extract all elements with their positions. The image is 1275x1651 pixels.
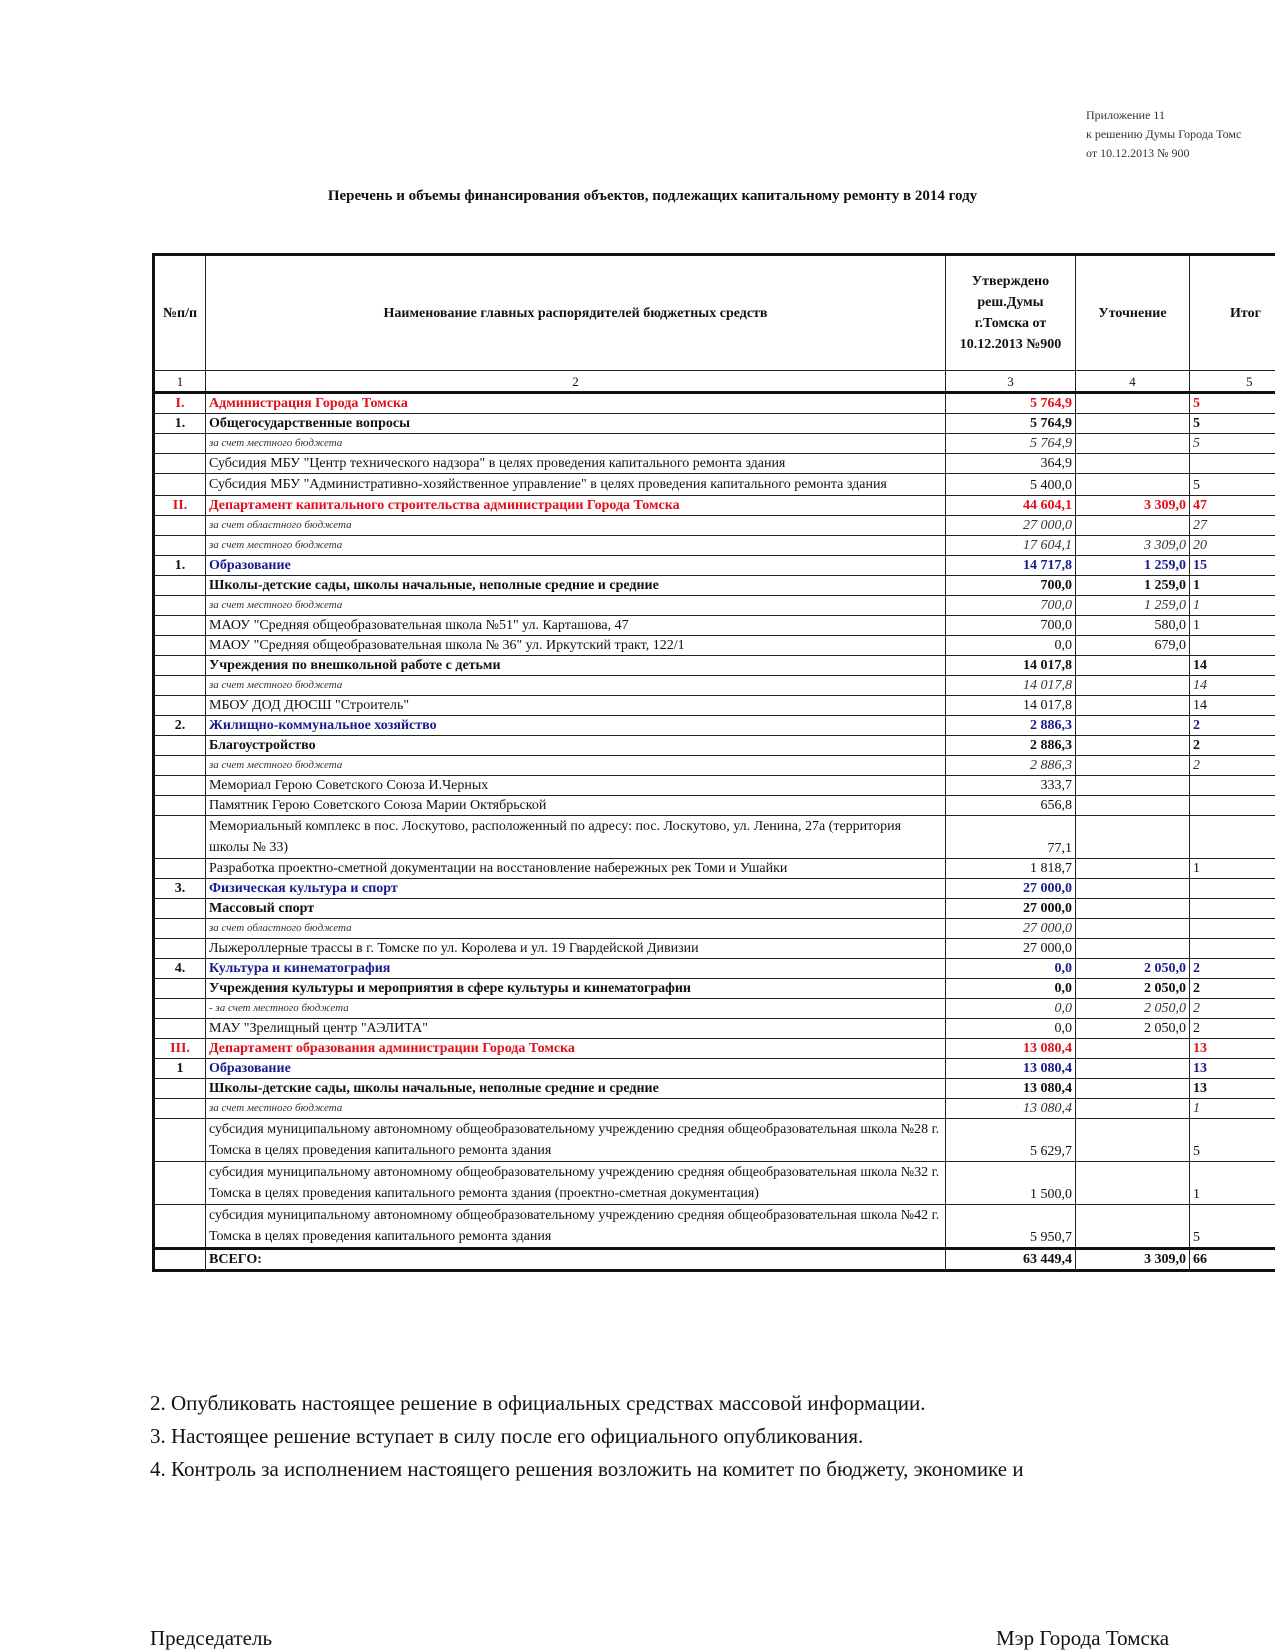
row-number: 1.: [154, 414, 206, 434]
row-number: 2.: [154, 716, 206, 736]
header-num: №п/п: [154, 255, 206, 371]
row-clarification: 2 050,0: [1076, 959, 1190, 979]
table-row: [154, 434, 1275, 454]
row-clarification: [1076, 796, 1190, 816]
column-number: 5: [1190, 371, 1275, 393]
paragraph-3: 3. Настоящее решение вступает в силу после его официального опубликования.: [150, 1424, 863, 1449]
table-row: [154, 756, 1275, 776]
row-total: 2: [1190, 756, 1275, 776]
table-row: [154, 859, 1275, 879]
row-number: [154, 576, 206, 596]
row-clarification: [1076, 1059, 1190, 1079]
table-row: [154, 516, 1275, 536]
row-clarification: [1076, 656, 1190, 676]
row-total: 5: [1190, 1119, 1275, 1162]
total-total: 66: [1190, 1249, 1275, 1271]
table-row: [154, 1039, 1275, 1059]
row-total: 14: [1190, 676, 1275, 696]
row-clarification: [1076, 1205, 1190, 1249]
row-name: Субсидия МБУ "Административно-хозяйственное управление" в целях проведения капитального ремонта здания: [206, 474, 946, 496]
row-number: 4.: [154, 959, 206, 979]
row-approved: 0,0: [946, 999, 1076, 1019]
table-row: [154, 1099, 1275, 1119]
row-approved: 27 000,0: [946, 899, 1076, 919]
row-approved: 13 080,4: [946, 1059, 1076, 1079]
total-row: [154, 1249, 1275, 1271]
row-total: [1190, 816, 1275, 859]
row-number: [154, 776, 206, 796]
row-name: Департамент образования администрации Города Томска: [206, 1039, 946, 1059]
row-clarification: [1076, 434, 1190, 454]
table-row: [154, 474, 1275, 496]
row-approved: 1 818,7: [946, 859, 1076, 879]
row-name: за счет местного бюджета: [206, 756, 946, 776]
row-total: [1190, 899, 1275, 919]
row-total: [1190, 919, 1275, 939]
row-number: [154, 516, 206, 536]
row-name: Мемориал Герою Советского Союза И.Черных: [206, 776, 946, 796]
table-row: [154, 776, 1275, 796]
table-row: [154, 736, 1275, 756]
row-name: МАОУ "Средняя общеобразовательная школа № 36" ул. Иркутский тракт, 122/1: [206, 636, 946, 656]
row-name: Благоустройство: [206, 736, 946, 756]
row-name: Образование: [206, 1059, 946, 1079]
table-body: [154, 393, 1275, 1249]
table-row: [154, 676, 1275, 696]
row-name: Общегосударственные вопросы: [206, 414, 946, 434]
row-total: [1190, 636, 1275, 656]
row-approved: 1 500,0: [946, 1162, 1076, 1205]
row-name: Разработка проектно-сметной документации на восстановление набережных рек Томи и Ушайки: [206, 859, 946, 879]
row-total: 5: [1190, 414, 1275, 434]
row-name: Жилищно-коммунальное хозяйство: [206, 716, 946, 736]
row-name: Школы-детские сады, школы начальные, неполные средние и средние: [206, 1079, 946, 1099]
row-total: 2: [1190, 736, 1275, 756]
total-approved: 63 449,4: [946, 1249, 1076, 1271]
table-row: [154, 656, 1275, 676]
row-total: [1190, 939, 1275, 959]
row-approved: 14 017,8: [946, 676, 1076, 696]
row-clarification: [1076, 1119, 1190, 1162]
row-number: 1.: [154, 556, 206, 576]
table-row: [154, 576, 1275, 596]
column-number: 4: [1076, 371, 1190, 393]
row-clarification: [1076, 1099, 1190, 1119]
table-row: [154, 1119, 1275, 1162]
row-number: [154, 816, 206, 859]
row-approved: 0,0: [946, 959, 1076, 979]
row-clarification: 2 050,0: [1076, 1019, 1190, 1039]
row-number: [154, 454, 206, 474]
row-total: 27: [1190, 516, 1275, 536]
row-approved: 14 017,8: [946, 656, 1076, 676]
row-name: Физическая культура и спорт: [206, 879, 946, 899]
row-clarification: [1076, 736, 1190, 756]
row-clarification: [1076, 756, 1190, 776]
row-clarification: [1076, 716, 1190, 736]
row-number: [154, 756, 206, 776]
row-approved: 27 000,0: [946, 516, 1076, 536]
table-row: [154, 1205, 1275, 1249]
row-approved: 5 764,9: [946, 434, 1076, 454]
table-row: [154, 899, 1275, 919]
row-approved: 27 000,0: [946, 919, 1076, 939]
row-total: 14: [1190, 656, 1275, 676]
row-clarification: 3 309,0: [1076, 536, 1190, 556]
table-row: [154, 496, 1275, 516]
row-number: II.: [154, 496, 206, 516]
row-name: МБОУ ДОД ДЮСШ "Строитель": [206, 696, 946, 716]
row-clarification: 2 050,0: [1076, 999, 1190, 1019]
row-name: за счет местного бюджета: [206, 434, 946, 454]
table-row: [154, 959, 1275, 979]
row-name: за счет местного бюджета: [206, 1099, 946, 1119]
row-clarification: 1 259,0: [1076, 576, 1190, 596]
row-name: Департамент капитального строительства администрации Города Томска: [206, 496, 946, 516]
row-total: 1: [1190, 596, 1275, 616]
table-row: [154, 1079, 1275, 1099]
row-number: 1: [154, 1059, 206, 1079]
row-number: I.: [154, 393, 206, 414]
row-total: 14: [1190, 696, 1275, 716]
row-number: [154, 536, 206, 556]
row-clarification: [1076, 1079, 1190, 1099]
header-name: Наименование главных распорядителей бюджетных средств: [206, 255, 946, 371]
row-name: за счет местного бюджета: [206, 536, 946, 556]
row-clarification: [1076, 696, 1190, 716]
row-clarification: 679,0: [1076, 636, 1190, 656]
row-number: [154, 979, 206, 999]
row-number: [154, 596, 206, 616]
row-number: [154, 616, 206, 636]
row-approved: 656,8: [946, 796, 1076, 816]
column-number: 3: [946, 371, 1076, 393]
row-number: [154, 696, 206, 716]
row-approved: 13 080,4: [946, 1039, 1076, 1059]
row-clarification: [1076, 919, 1190, 939]
row-total: 1: [1190, 1162, 1275, 1205]
total-clarification: 3 309,0: [1076, 1249, 1190, 1271]
row-approved: 13 080,4: [946, 1099, 1076, 1119]
row-total: [1190, 796, 1275, 816]
row-name: Культура и кинематография: [206, 959, 946, 979]
table-row: [154, 556, 1275, 576]
row-name: Образование: [206, 556, 946, 576]
row-approved: 44 604,1: [946, 496, 1076, 516]
column-numbers-row: [154, 371, 1275, 393]
row-clarification: [1076, 676, 1190, 696]
row-name: Массовый спорт: [206, 899, 946, 919]
row-total: 13: [1190, 1059, 1275, 1079]
row-total: 13: [1190, 1079, 1275, 1099]
row-number: 3.: [154, 879, 206, 899]
row-total: 47: [1190, 496, 1275, 516]
paragraph-4: 4. Контроль за исполнением настоящего решения возложить на комитет по бюджету, экономике и: [150, 1457, 1024, 1482]
table-row: [154, 796, 1275, 816]
row-total: 1: [1190, 859, 1275, 879]
row-approved: 77,1: [946, 816, 1076, 859]
table-row: [154, 939, 1275, 959]
row-total: 15: [1190, 556, 1275, 576]
appendix-note: [1086, 106, 1241, 163]
row-total: 5: [1190, 1205, 1275, 1249]
row-total: 2: [1190, 1019, 1275, 1039]
row-approved: 364,9: [946, 454, 1076, 474]
row-number: [154, 919, 206, 939]
row-name: Учреждения культуры и мероприятия в сфере культуры и кинематографии: [206, 979, 946, 999]
row-name: Администрация Города Томска: [206, 393, 946, 414]
row-clarification: [1076, 939, 1190, 959]
header-approved: Утверждено реш.Думы г.Томска от 10.12.2013 №900: [946, 255, 1076, 371]
row-clarification: [1076, 879, 1190, 899]
table-row: [154, 919, 1275, 939]
header-total: Итог: [1190, 255, 1275, 371]
row-approved: 333,7: [946, 776, 1076, 796]
row-total: 1: [1190, 576, 1275, 596]
table-row: [154, 536, 1275, 556]
row-clarification: [1076, 1162, 1190, 1205]
signature-chairman: Председатель: [150, 1626, 272, 1651]
row-total: 2: [1190, 999, 1275, 1019]
row-approved: 27 000,0: [946, 939, 1076, 959]
appendix-line-3: от 10.12.2013 № 900: [1086, 144, 1241, 163]
row-number: [154, 1119, 206, 1162]
row-approved: 0,0: [946, 979, 1076, 999]
row-name: МАОУ "Средняя общеобразовательная школа №51" ул. Карташова, 47: [206, 616, 946, 636]
row-approved: 700,0: [946, 596, 1076, 616]
row-name: Учреждения по внешкольной работе с детьми: [206, 656, 946, 676]
row-total: 2: [1190, 979, 1275, 999]
row-name: субсидия муниципальному автономному общеобразовательному учреждению средняя общеобразовательная школа №42 г. Томска в целях проведения капитального ремонта здания: [206, 1205, 946, 1249]
row-clarification: 2 050,0: [1076, 979, 1190, 999]
row-approved: 5 400,0: [946, 474, 1076, 496]
row-name: за счет областного бюджета: [206, 516, 946, 536]
row-number: [154, 859, 206, 879]
row-clarification: [1076, 474, 1190, 496]
appendix-line-1: Приложение 11: [1086, 106, 1241, 125]
row-number: [154, 899, 206, 919]
row-approved: 14 017,8: [946, 696, 1076, 716]
table-row: [154, 696, 1275, 716]
table-header-row: [154, 255, 1275, 371]
row-approved: 0,0: [946, 636, 1076, 656]
table-row: [154, 596, 1275, 616]
row-name: за счет областного бюджета: [206, 919, 946, 939]
table-row: [154, 454, 1275, 474]
row-name: - за счет местного бюджета: [206, 999, 946, 1019]
row-clarification: 3 309,0: [1076, 496, 1190, 516]
row-clarification: 580,0: [1076, 616, 1190, 636]
financing-table: [152, 253, 1275, 1272]
row-total: 1: [1190, 616, 1275, 636]
row-clarification: [1076, 393, 1190, 414]
row-approved: 2 886,3: [946, 756, 1076, 776]
row-number: [154, 1205, 206, 1249]
row-total: 2: [1190, 959, 1275, 979]
row-approved: 5 950,7: [946, 1205, 1076, 1249]
row-number: [154, 434, 206, 454]
table-row: [154, 979, 1275, 999]
row-number: III.: [154, 1039, 206, 1059]
row-clarification: 1 259,0: [1076, 556, 1190, 576]
row-name: за счет местного бюджета: [206, 596, 946, 616]
row-number: [154, 939, 206, 959]
row-approved: 27 000,0: [946, 879, 1076, 899]
row-number: [154, 474, 206, 496]
row-approved: 14 717,8: [946, 556, 1076, 576]
total-label: ВСЕГО:: [206, 1249, 946, 1271]
row-name: Лыжероллерные трассы в г. Томске по ул. Королева и ул. 19 Гвардейской Дивизии: [206, 939, 946, 959]
row-total: 5: [1190, 474, 1275, 496]
row-approved: 13 080,4: [946, 1079, 1076, 1099]
row-clarification: [1076, 454, 1190, 474]
header-clarification: Уточнение: [1076, 255, 1190, 371]
document-title: Перечень и объемы финансирования объектов, подлежащих капитальному ремонту в 2014 году: [0, 188, 1275, 205]
row-name: Субсидия МБУ "Центр технического надзора" в целях проведения капитального ремонта здания: [206, 454, 946, 474]
column-number: 1: [154, 371, 206, 393]
row-name: МАУ "Зрелищный центр "АЭЛИТА": [206, 1019, 946, 1039]
row-name: Мемориальный комплекс в пос. Лоскутово, расположенный по адресу: пос. Лоскутово, ул. Ленина, 27а (территория школы № 33): [206, 816, 946, 859]
row-approved: 2 886,3: [946, 736, 1076, 756]
table-row: [154, 1019, 1275, 1039]
row-number: [154, 999, 206, 1019]
table-row: [154, 1162, 1275, 1205]
row-approved: 5 764,9: [946, 393, 1076, 414]
row-clarification: [1076, 859, 1190, 879]
row-number: [154, 796, 206, 816]
row-approved: 700,0: [946, 576, 1076, 596]
row-total: 1: [1190, 1099, 1275, 1119]
row-clarification: [1076, 776, 1190, 796]
row-clarification: [1076, 414, 1190, 434]
row-approved: 700,0: [946, 616, 1076, 636]
row-approved: 5 629,7: [946, 1119, 1076, 1162]
row-number: [154, 636, 206, 656]
row-number: [154, 656, 206, 676]
row-number: [154, 1019, 206, 1039]
row-name: Школы-детские сады, школы начальные, неполные средние и средние: [206, 576, 946, 596]
row-total: [1190, 454, 1275, 474]
row-total: 2: [1190, 716, 1275, 736]
table-row: [154, 414, 1275, 434]
row-clarification: [1076, 1039, 1190, 1059]
table-row: [154, 999, 1275, 1019]
table-row: [154, 393, 1275, 414]
row-number: [154, 676, 206, 696]
row-approved: 0,0: [946, 1019, 1076, 1039]
row-clarification: [1076, 899, 1190, 919]
row-number: [154, 1162, 206, 1205]
table-row: [154, 816, 1275, 859]
row-total: [1190, 776, 1275, 796]
row-total: 13: [1190, 1039, 1275, 1059]
row-name: Памятник Герою Советского Союза Марии Октябрьской: [206, 796, 946, 816]
signature-mayor: Мэр Города Томска: [996, 1626, 1169, 1651]
row-number: [154, 736, 206, 756]
row-name: за счет местного бюджета: [206, 676, 946, 696]
row-clarification: [1076, 816, 1190, 859]
row-clarification: 1 259,0: [1076, 596, 1190, 616]
row-number: [154, 1079, 206, 1099]
row-approved: 5 764,9: [946, 414, 1076, 434]
appendix-line-2: к решению Думы Города Томс: [1086, 125, 1241, 144]
row-name: субсидия муниципальному автономному общеобразовательному учреждению средняя общеобразовательная школа №28 г. Томска в целях проведения капитального ремонта здания: [206, 1119, 946, 1162]
row-approved: 17 604,1: [946, 536, 1076, 556]
paragraph-2: 2. Опубликовать настоящее решение в официальных средствах массовой информации.: [150, 1391, 926, 1416]
row-total: 20: [1190, 536, 1275, 556]
table-row: [154, 616, 1275, 636]
row-total: 5: [1190, 393, 1275, 414]
row-clarification: [1076, 516, 1190, 536]
table-row: [154, 1059, 1275, 1079]
row-number: [154, 1099, 206, 1119]
table-row: [154, 636, 1275, 656]
row-total: 5: [1190, 434, 1275, 454]
table-row: [154, 879, 1275, 899]
row-name: субсидия муниципальному автономному общеобразовательному учреждению средняя общеобразовательная школа №32 г. Томска в целях проведения капитального ремонта здания (проектно-сметная документация): [206, 1162, 946, 1205]
row-total: [1190, 879, 1275, 899]
table-row: [154, 716, 1275, 736]
row-approved: 2 886,3: [946, 716, 1076, 736]
column-number: 2: [206, 371, 946, 393]
